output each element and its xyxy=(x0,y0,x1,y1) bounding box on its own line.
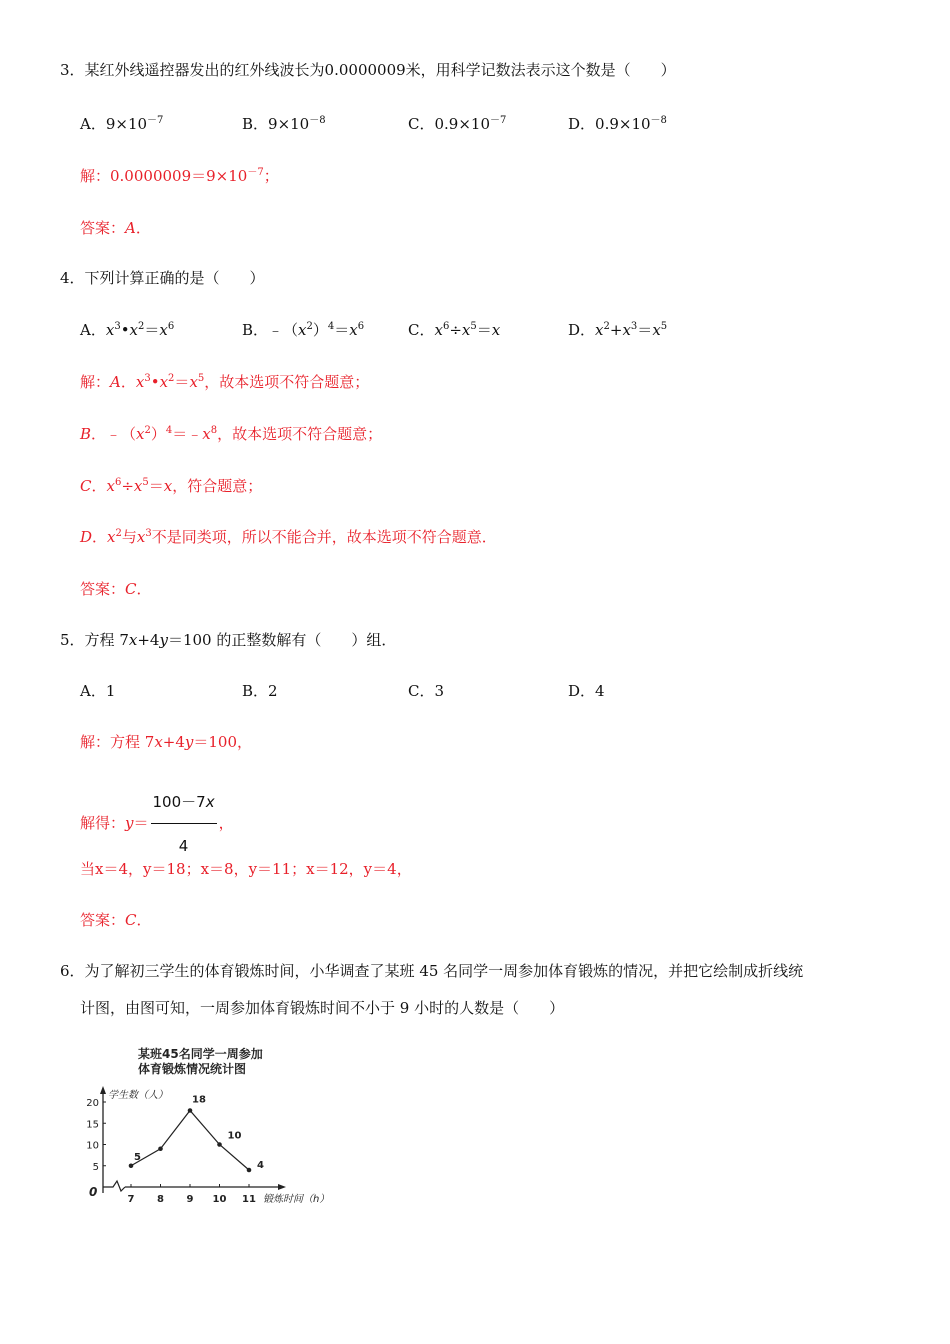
x-tick-label: 11 xyxy=(242,1194,256,1205)
q3-solution: 解：$0.0000009=9\times 10^{-7}$； xyxy=(80,167,279,185)
q3-number: 3． xyxy=(60,61,85,79)
y-tick-label: 10 xyxy=(86,1140,99,1152)
q4-solution-d: D．$x^2$与$x^3$不是同类项，所以不能合并，故本选项不符合题意． xyxy=(80,528,497,546)
q5-option-b: B．2 xyxy=(242,682,278,700)
data-label: 10 xyxy=(227,1130,242,1142)
q5-option-d: D．4 xyxy=(568,682,605,700)
q3-option-a: A．$9\times 10^{-7}$ xyxy=(80,115,164,133)
fraction: $\frac{100-7x}{4}$ xyxy=(151,782,217,866)
q3-option-c: C．$0.9\times 10^{-7}$ xyxy=(408,115,507,133)
q5-answer: 答案：C． xyxy=(80,911,152,929)
line-chart xyxy=(60,1040,360,1220)
q3-answer: 答案：A． xyxy=(80,219,151,237)
data-label: 5 xyxy=(134,1151,141,1163)
q4-option-a: A．$x^3•x^2=x^6$ xyxy=(80,321,175,339)
q3-option-d: D．$0.9\times 10^{-8}$ xyxy=(568,115,667,133)
x-tick-label: 10 xyxy=(212,1194,227,1205)
q4-solution-a: 解：A．$x^3•x^2=x^5$，故本选项不符合题意； xyxy=(80,373,370,391)
q5-option-a: A．1 xyxy=(80,682,116,700)
data-point xyxy=(247,1168,252,1173)
q4-option-c: C．$x^6\div x^5=x$ xyxy=(408,321,501,339)
data-point xyxy=(158,1146,163,1151)
y-tick-label: 15 xyxy=(86,1119,99,1131)
q4-stem: 4．下列计算正确的是（ ） xyxy=(60,269,265,287)
q4-solution-b: B．$﹣(x^2)^4=﹣x^8$，故本选项不符合题意； xyxy=(80,425,383,443)
q4-number: 4． xyxy=(60,269,85,287)
x-axis-label: 锻炼时间（h） xyxy=(263,1194,330,1205)
q4-solution-c: C．$x^6\div x^5=x$，符合题意； xyxy=(80,477,263,495)
q4-option-b: B．$﹣(x^2)^4=x^6$ xyxy=(242,321,365,339)
q5-solution-2: 解得：y＝ $\frac{100-7x}{4}$ ， xyxy=(80,782,234,866)
data-label: 4 xyxy=(257,1160,264,1171)
chart-title-line1: 某班45名同学一周参加 xyxy=(138,1047,263,1061)
q5-option-c: C．3 xyxy=(408,682,445,700)
y-tick-label: 5 xyxy=(92,1161,99,1173)
y-tick-label: 20 xyxy=(86,1098,99,1109)
q6-number: 6． xyxy=(60,962,85,980)
chart-title-line2: 体育锻炼情况统计图 xyxy=(138,1062,247,1076)
q3-stem-text: 某红外线遥控器发出的红外线波长为0.0000009米，用科学记数法表示这个数是（ ） xyxy=(84,61,676,79)
y-axis-label: 学生数（人） xyxy=(108,1090,168,1101)
q3-option-b: B．$9\times 10^{-8}$ xyxy=(242,115,326,133)
data-point xyxy=(129,1163,134,1168)
q6-stem-line2: 计图，由图可知，一周参加体育锻炼时间不小于 9 小时的人数是（ ） xyxy=(80,999,565,1017)
q5-number: 5． xyxy=(60,631,85,649)
data-label: 18 xyxy=(192,1094,206,1106)
data-point xyxy=(217,1142,222,1147)
x-tick-label: 7 xyxy=(127,1194,135,1205)
q3-stem xyxy=(60,60,676,80)
q4-option-d: D．$x^2+x^3=x^5$ xyxy=(568,321,668,339)
x-tick-label: 8 xyxy=(157,1194,164,1205)
y-axis-arrow xyxy=(100,1086,106,1094)
q4-answer: 答案：C． xyxy=(80,580,152,598)
q5-solution-3: 当x＝4，y＝18；x＝8，y＝11；x＝12，y＝4， xyxy=(80,860,412,878)
q5-solution-1: 解：方程 7x+4y＝100， xyxy=(80,733,253,751)
x-axis-arrow xyxy=(278,1184,286,1190)
origin-label: 0 xyxy=(89,1185,98,1199)
q5-stem: 5．方程 7x+4y＝100 的正整数解有（ ）组． xyxy=(60,631,397,649)
q6-stem-line1: 6．为了解初三学生的体育锻炼时间，小华调查了某班 45 名同学一周参加体育锻炼的情况，并把它绘制成折线统 xyxy=(60,962,804,980)
data-point xyxy=(188,1108,193,1113)
x-tick-label: 9 xyxy=(186,1194,194,1205)
x-axis-break xyxy=(103,1181,125,1191)
